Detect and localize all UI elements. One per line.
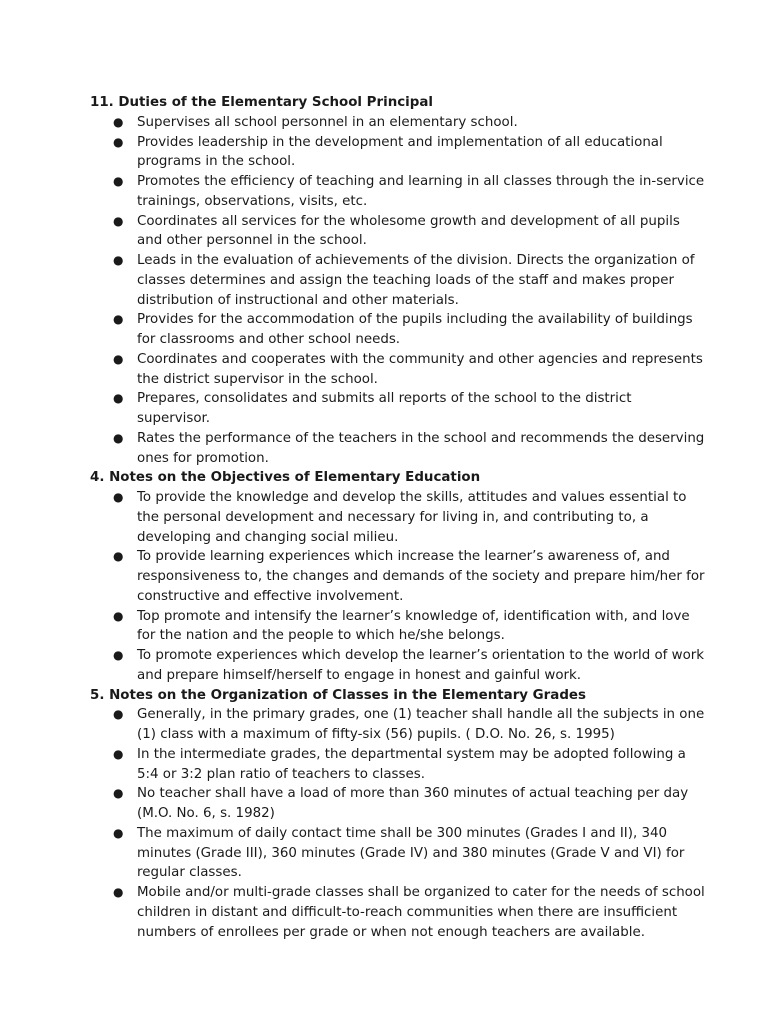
list-item-text: Promotes the efficiency of teaching and learning in all classes through the in-service trainings, observations, visits, etc.	[137, 174, 705, 209]
list-item	[0, 646, 768, 686]
list-item-text: Generally, in the primary grades, one (1) teacher shall handle all the subjects in one (1) class with a maximum of fifty-six (56) pupils. ( D.O. No. 26, s. 1995)	[137, 707, 705, 742]
list-item	[0, 745, 768, 785]
list-item-text: Provides leadership in the development and implementation of all educational programs in the school.	[137, 134, 663, 170]
bullet-icon: ●	[113, 549, 124, 564]
list-item	[0, 212, 768, 252]
bullet-icon: ●	[113, 351, 124, 366]
section-objectives-elementary-education	[0, 468, 768, 685]
list-item-text: Supervises all school personnel in an elementary school.	[137, 114, 518, 130]
list-item	[0, 172, 768, 212]
list-item-text: No teacher shall have a load of more than 360 minutes of actual teaching per day (M.O. No. 6, s. 1982)	[137, 786, 689, 821]
bullet-icon: ●	[113, 174, 124, 188]
section-heading: 5. Notes on the Organization of Classes in the Elementary Grades	[90, 687, 586, 703]
bullet-icon: ●	[113, 430, 124, 445]
bullet-icon: ●	[113, 648, 124, 662]
list-item-text: Top promote and intensify the learner’s knowledge of, identification with, and love for the nation and the people to which he/she belongs.	[137, 608, 690, 644]
list-item	[0, 883, 768, 942]
bullet-list	[0, 113, 768, 469]
list-item	[0, 133, 768, 173]
bullet-icon: ●	[113, 707, 124, 722]
list-item	[0, 310, 768, 350]
list-item	[0, 251, 768, 310]
list-item-text: In the intermediate grades, the departmental system may be adopted following a 5:4 or 3:2 plan ratio of teachers to classes.	[137, 746, 686, 782]
bullet-icon: ●	[113, 746, 124, 761]
list-item-text: To provide learning experiences which increase the learner’s awareness of, and responsiveness to, the changes and demands of the society and prepare him/her for constructive and effective involvement.	[137, 549, 705, 604]
bullet-icon: ●	[113, 608, 124, 623]
bullet-icon: ●	[113, 253, 124, 267]
list-item	[0, 607, 768, 647]
bullet-icon: ●	[113, 134, 124, 149]
list-item	[0, 113, 768, 133]
list-item-text: To provide the knowledge and develop the skills, attitudes and values essential to the personal development and necessary for living in, and contributing to, a developing and changing social milieu.	[137, 490, 687, 545]
list-item-text: Leads in the evaluation of achievements of the division. Directs the organization of classes determines and assign the teaching loads of the staff and makes proper distribution of instructional and other materials.	[137, 253, 695, 308]
list-item	[0, 784, 768, 824]
bullet-icon: ●	[113, 213, 124, 228]
section-organization-of-classes	[0, 686, 768, 943]
section-duties-of-principal	[0, 93, 768, 468]
list-item	[0, 350, 768, 390]
list-item	[0, 389, 768, 429]
list-item	[0, 547, 768, 606]
bullet-icon: ●	[113, 114, 124, 129]
list-item-text: To promote experiences which develop the learner’s orientation to the world of work and prepare himself/herself to engage in honest and gainful work.	[137, 648, 705, 683]
bullet-icon: ●	[113, 786, 124, 801]
list-item	[0, 429, 768, 469]
list-item-text: Prepares, consolidates and submits all reports of the school to the district supervisor.	[137, 391, 632, 426]
bullet-icon: ●	[113, 391, 124, 406]
list-item-text: Mobile and/or multi-grade classes shall be organized to cater for the needs of school children in distant and difficult-to-reach communities when there are insufficient numbers of enrollees per grade or when not enough teachers are available.	[137, 885, 705, 940]
bullet-icon: ●	[113, 885, 124, 899]
list-item-text: Rates the performance of the teachers in the school and recommends the deserving ones for promotion.	[137, 430, 705, 466]
list-item-text: Coordinates all services for the wholesome growth and development of all pupils and other personnel in the school.	[137, 213, 680, 249]
list-item	[0, 705, 768, 745]
bullet-icon: ●	[113, 825, 124, 840]
section-heading: 11. Duties of the Elementary School Principal	[90, 95, 433, 110]
list-item-text: Coordinates and cooperates with the community and other agencies and represents the district supervisor in the school.	[137, 351, 703, 387]
bullet-list	[0, 488, 768, 686]
list-item	[0, 824, 768, 883]
section-heading: 4. Notes on the Objectives of Elementary Education	[90, 470, 481, 486]
list-item-text: The maximum of daily contact time shall be 300 minutes (Grades I and II), 340 minutes (Grade III), 360 minutes (Grade IV) and 380 minutes (Grade V and VI) for regular classes.	[137, 825, 685, 881]
document-page	[0, 93, 768, 942]
bullet-icon: ●	[113, 490, 124, 504]
bullet-icon: ●	[113, 312, 124, 327]
list-item-text: Provides for the accommodation of the pupils including the availability of buildings for classrooms and other school needs.	[137, 312, 693, 347]
bullet-list	[0, 705, 768, 942]
list-item	[0, 488, 768, 547]
